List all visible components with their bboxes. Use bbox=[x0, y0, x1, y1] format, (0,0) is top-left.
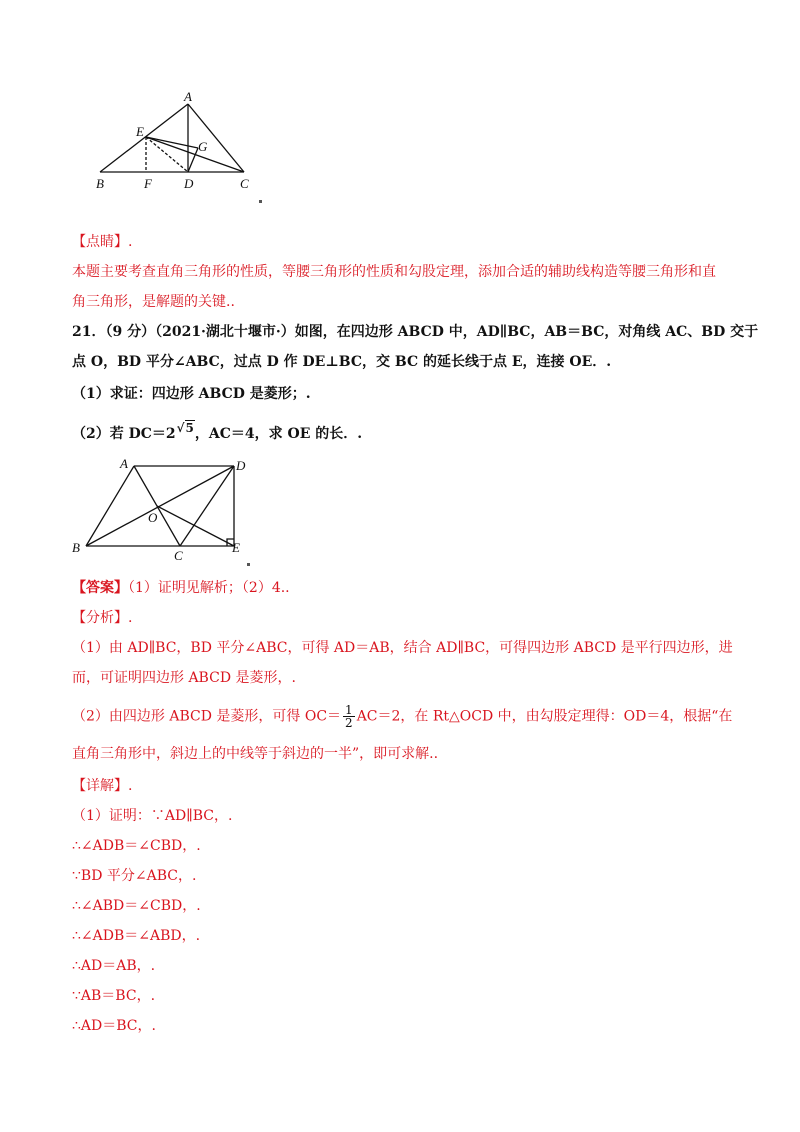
detail-line: ∴AD＝BC，. bbox=[72, 1018, 156, 1034]
part2-prefix: （2）若 DC＝2 bbox=[72, 426, 176, 442]
detail-line: ∵AB＝BC，. bbox=[72, 988, 156, 1004]
label-c: C bbox=[174, 548, 183, 563]
side-ab bbox=[86, 466, 134, 546]
detail-header: 【详解】. bbox=[72, 778, 133, 794]
side-cd bbox=[180, 466, 234, 546]
fraction-numerator: 1 bbox=[345, 703, 353, 717]
detail-line: ∴∠ADB＝∠ABD，. bbox=[72, 928, 201, 944]
label-b: B bbox=[96, 176, 104, 191]
detail-line: ∴∠ADB＝∠CBD，. bbox=[72, 838, 201, 854]
comment-text-1: 本题主要考查直角三角形的性质，等腰三角形的性质和勾股定理，添加合适的辅助线构造等腰三角形和直 bbox=[72, 264, 716, 280]
fraction-one-half bbox=[343, 704, 355, 729]
stray-mark bbox=[247, 563, 250, 566]
stray-mark bbox=[259, 200, 262, 203]
label-d: D bbox=[184, 176, 194, 191]
side-ba bbox=[100, 104, 188, 172]
p2-prefix: （2）由四边形 ABCD 是菱形，可得 OC＝ bbox=[72, 708, 342, 725]
detail-line: ∴AD＝AB，. bbox=[72, 958, 156, 974]
comment-header: 【点睛】. bbox=[72, 234, 133, 250]
analysis-p1-line-1: （1）由 AD∥BC，BD 平分∠ABC，可得 AD＝AB，结合 AD∥BC，可得四边形 ABCD 是平行四边形，进 bbox=[72, 640, 733, 656]
comment-text-2: 角三角形，是解题的关键.. bbox=[72, 294, 235, 310]
label-a: A bbox=[120, 456, 128, 471]
label-a: A bbox=[184, 89, 192, 104]
label-e: E bbox=[136, 124, 144, 139]
analysis-header: 【分析】. bbox=[72, 610, 133, 626]
detail-line: ∵BD 平分∠ABC，. bbox=[72, 868, 197, 884]
sqrt-radicand: 5 bbox=[185, 421, 194, 435]
analysis-p1-line-2: 而，可证明四边形 ABCD 是菱形，. bbox=[72, 670, 296, 686]
analysis-p2-line-2: 直角三角形中，斜边上的中线等于斜边的一半”，即可求解.. bbox=[72, 746, 439, 762]
sqrt-five: √5 bbox=[176, 421, 194, 435]
label-o: O bbox=[148, 510, 158, 525]
part2-suffix: ，AC＝4，求 OE 的长．. bbox=[194, 426, 363, 442]
label-f: F bbox=[144, 176, 152, 191]
answer-label: 【答案】 bbox=[72, 580, 128, 596]
problem-part-1: （1）求证：四边形 ABCD 是菱形；. bbox=[72, 386, 311, 402]
problem-part-2 bbox=[72, 418, 362, 444]
detail-line: （1）证明：∵AD∥BC，. bbox=[72, 808, 233, 824]
answer-text: （1）证明见解析；（2）4.. bbox=[128, 580, 290, 596]
problem-line-1: 21．（9 分）（2021·湖北十堰市·）如图，在四边形 ABCD 中，AD∥BC，AB＝BC，对角线 AC、BD 交于 bbox=[72, 324, 759, 340]
figure-triangle bbox=[90, 88, 280, 206]
label-g: G bbox=[198, 139, 208, 154]
label-d: D bbox=[236, 458, 246, 473]
segment-gd bbox=[188, 148, 198, 172]
analysis-p2-line-1 bbox=[72, 704, 732, 729]
fraction-denominator: 2 bbox=[345, 716, 353, 730]
label-b: B bbox=[72, 540, 80, 555]
answer-line bbox=[72, 578, 290, 598]
figure-rhombus bbox=[68, 456, 258, 564]
label-e: E bbox=[232, 540, 240, 555]
problem-line-2: 点 O，BD 平分∠ABC，过点 D 作 DE⊥BC，交 BC 的延长线于点 E，连接 OE．. bbox=[72, 354, 612, 370]
detail-line: ∴∠ABD＝∠CBD，. bbox=[72, 898, 201, 914]
p2-suffix: AC＝2，在 Rt△OCD 中，由勾股定理得：OD＝4，根据“在 bbox=[356, 708, 733, 725]
dashed-ed bbox=[146, 137, 188, 172]
label-c: C bbox=[240, 176, 249, 191]
